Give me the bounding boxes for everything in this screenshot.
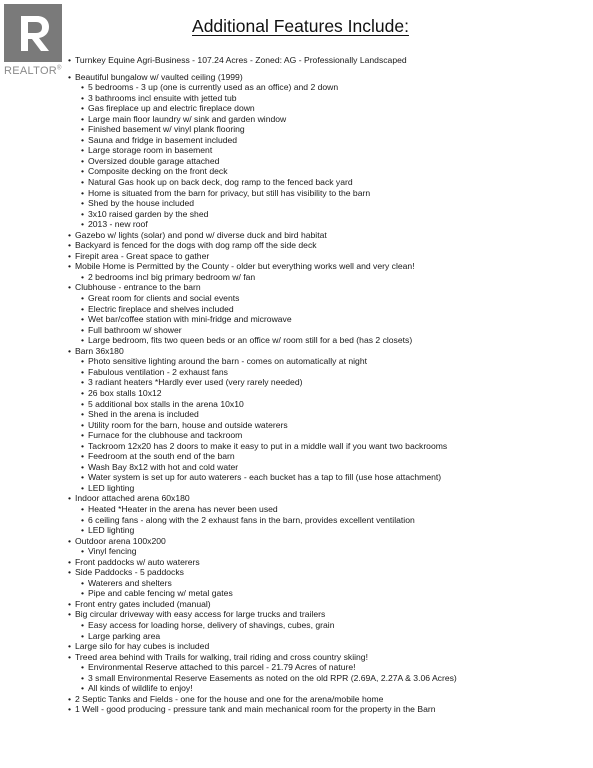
- feature-subitem: • 5 additional box stalls in the arena 10x10: [68, 399, 588, 410]
- feature-subitem: • Vinyl fencing: [68, 546, 588, 557]
- feature-subitem: • Water system is set up for auto waterers - each bucket has a tap to fill (use hose attachment): [68, 472, 588, 483]
- feature-item: • Indoor attached arena 60x180: [68, 493, 588, 504]
- feature-subitem: • LED lighting: [68, 525, 588, 536]
- feature-subitem: • Home is situated from the barn for privacy, but still has visibility to the barn: [68, 188, 588, 199]
- feature-subitem: • Waterers and shelters: [68, 578, 588, 589]
- feature-subitem: • LED lighting: [68, 483, 588, 494]
- realtor-wordmark: REALTOR®: [4, 65, 62, 77]
- feature-subitem: • 6 ceiling fans - along with the 2 exhaust fans in the barn, provides excellent ventilation: [68, 515, 588, 526]
- feature-item: • Big circular driveway with easy access for large trucks and trailers: [68, 609, 588, 620]
- feature-subitem: • Large bedroom, fits two queen beds or an office w/ room still for a bed (has 2 closets): [68, 335, 588, 346]
- feature-subitem: • 5 bedrooms - 3 up (one is currently used as an office) and 2 down: [68, 82, 588, 93]
- feature-subitem: • Shed by the house included: [68, 198, 588, 209]
- feature-subitem: • Utility room for the barn, house and outside waterers: [68, 420, 588, 431]
- feature-subitem: • Oversized double garage attached: [68, 156, 588, 167]
- feature-item: • Backyard is fenced for the dogs with dog ramp off the side deck: [68, 240, 588, 251]
- feature-item: • Outdoor arena 100x200: [68, 536, 588, 547]
- feature-subitem: • Fabulous ventilation - 2 exhaust fans: [68, 367, 588, 378]
- feature-subitem: • 3x10 raised garden by the shed: [68, 209, 588, 220]
- feature-subitem: • Large parking area: [68, 631, 588, 642]
- feature-subitem: • Sauna and fridge in basement included: [68, 135, 588, 146]
- feature-item: • Beautiful bungalow w/ vaulted ceiling (1999): [68, 72, 588, 83]
- feature-subitem: • Tackroom 12x20 has 2 doors to make it easy to put in a middle wall if you want two backrooms: [68, 441, 588, 452]
- feature-subitem: • 3 small Environmental Reserve Easements as noted on the old RPR (2.69A, 2.27A & 3.06 Acres): [68, 673, 588, 684]
- page-title: Additional Features Include:: [192, 16, 409, 36]
- feature-subitem: • Furnace for the clubhouse and tackroom: [68, 430, 588, 441]
- feature-subitem: • Shed in the arena is included: [68, 409, 588, 420]
- feature-subitem: • Easy access for loading horse, delivery of shavings, cubes, grain: [68, 620, 588, 631]
- feature-item: • Clubhouse - entrance to the barn: [68, 282, 588, 293]
- feature-subitem: • Pipe and cable fencing w/ metal gates: [68, 588, 588, 599]
- feature-item: • Firepit area - Great space to gather: [68, 251, 588, 262]
- feature-item: • Barn 36x180: [68, 346, 588, 357]
- feature-subitem: • Full bathroom w/ shower: [68, 325, 588, 336]
- feature-subitem: • Gas fireplace up and electric fireplace down: [68, 103, 588, 114]
- feature-subitem: • 3 radiant heaters *Hardly ever used (very rarely needed): [68, 377, 588, 388]
- feature-subitem: • Electric fireplace and shelves included: [68, 304, 588, 315]
- feature-subitem: • Great room for clients and social events: [68, 293, 588, 304]
- feature-item: • Side Paddocks - 5 paddocks: [68, 567, 588, 578]
- feature-subitem: • Environmental Reserve attached to this parcel - 21.79 Acres of nature!: [68, 662, 588, 673]
- feature-subitem: • Heated *Heater in the arena has never been used: [68, 504, 588, 515]
- feature-subitem: • Large main floor laundry w/ sink and garden window: [68, 114, 588, 125]
- feature-item: • Gazebo w/ lights (solar) and pond w/ diverse duck and bird habitat: [68, 230, 588, 241]
- feature-list: [68, 55, 588, 715]
- feature-subitem: • 26 box stalls 10x12: [68, 388, 588, 399]
- feature-item: • Front entry gates included (manual): [68, 599, 588, 610]
- feature-item: • Large silo for hay cubes is included: [68, 641, 588, 652]
- feature-item: • Mobile Home is Permitted by the County - older but everything works well and very clean!: [68, 261, 588, 272]
- feature-subitem: • Feedroom at the south end of the barn: [68, 451, 588, 462]
- feature-subitem: • 2013 - new roof: [68, 219, 588, 230]
- feature-item: • Treed area behind with Trails for walking, trail riding and cross country skiing!: [68, 652, 588, 663]
- feature-subitem: • Large storage room in basement: [68, 145, 588, 156]
- feature-subitem: • Finished basement w/ vinyl plank flooring: [68, 124, 588, 135]
- feature-item: • 2 Septic Tanks and Fields - one for the house and one for the arena/mobile home: [68, 694, 588, 705]
- feature-item: • Front paddocks w/ auto waterers: [68, 557, 588, 568]
- feature-subitem: • 2 bedrooms incl big primary bedroom w/ fan: [68, 272, 588, 283]
- feature-subitem: • Natural Gas hook up on back deck, dog ramp to the fenced back yard: [68, 177, 588, 188]
- feature-item: • Turnkey Equine Agri-Business - 107.24 Acres - Zoned: AG - Professionally Landscaped: [68, 55, 588, 66]
- feature-subitem: • 3 bathrooms incl ensuite with jetted tub: [68, 93, 588, 104]
- feature-subitem: • All kinds of wildlife to enjoy!: [68, 683, 588, 694]
- realtor-watermark: [4, 4, 70, 77]
- feature-subitem: • Photo sensitive lighting around the barn - comes on automatically at night: [68, 356, 588, 367]
- feature-subitem: • Composite decking on the front deck: [68, 166, 588, 177]
- feature-subitem: • Wash Bay 8x12 with hot and cold water: [68, 462, 588, 473]
- feature-item: • 1 Well - good producing - pressure tank and main mechanical room for the property in the Barn: [68, 704, 588, 715]
- feature-subitem: • Wet bar/coffee station with mini-fridge and microwave: [68, 314, 588, 325]
